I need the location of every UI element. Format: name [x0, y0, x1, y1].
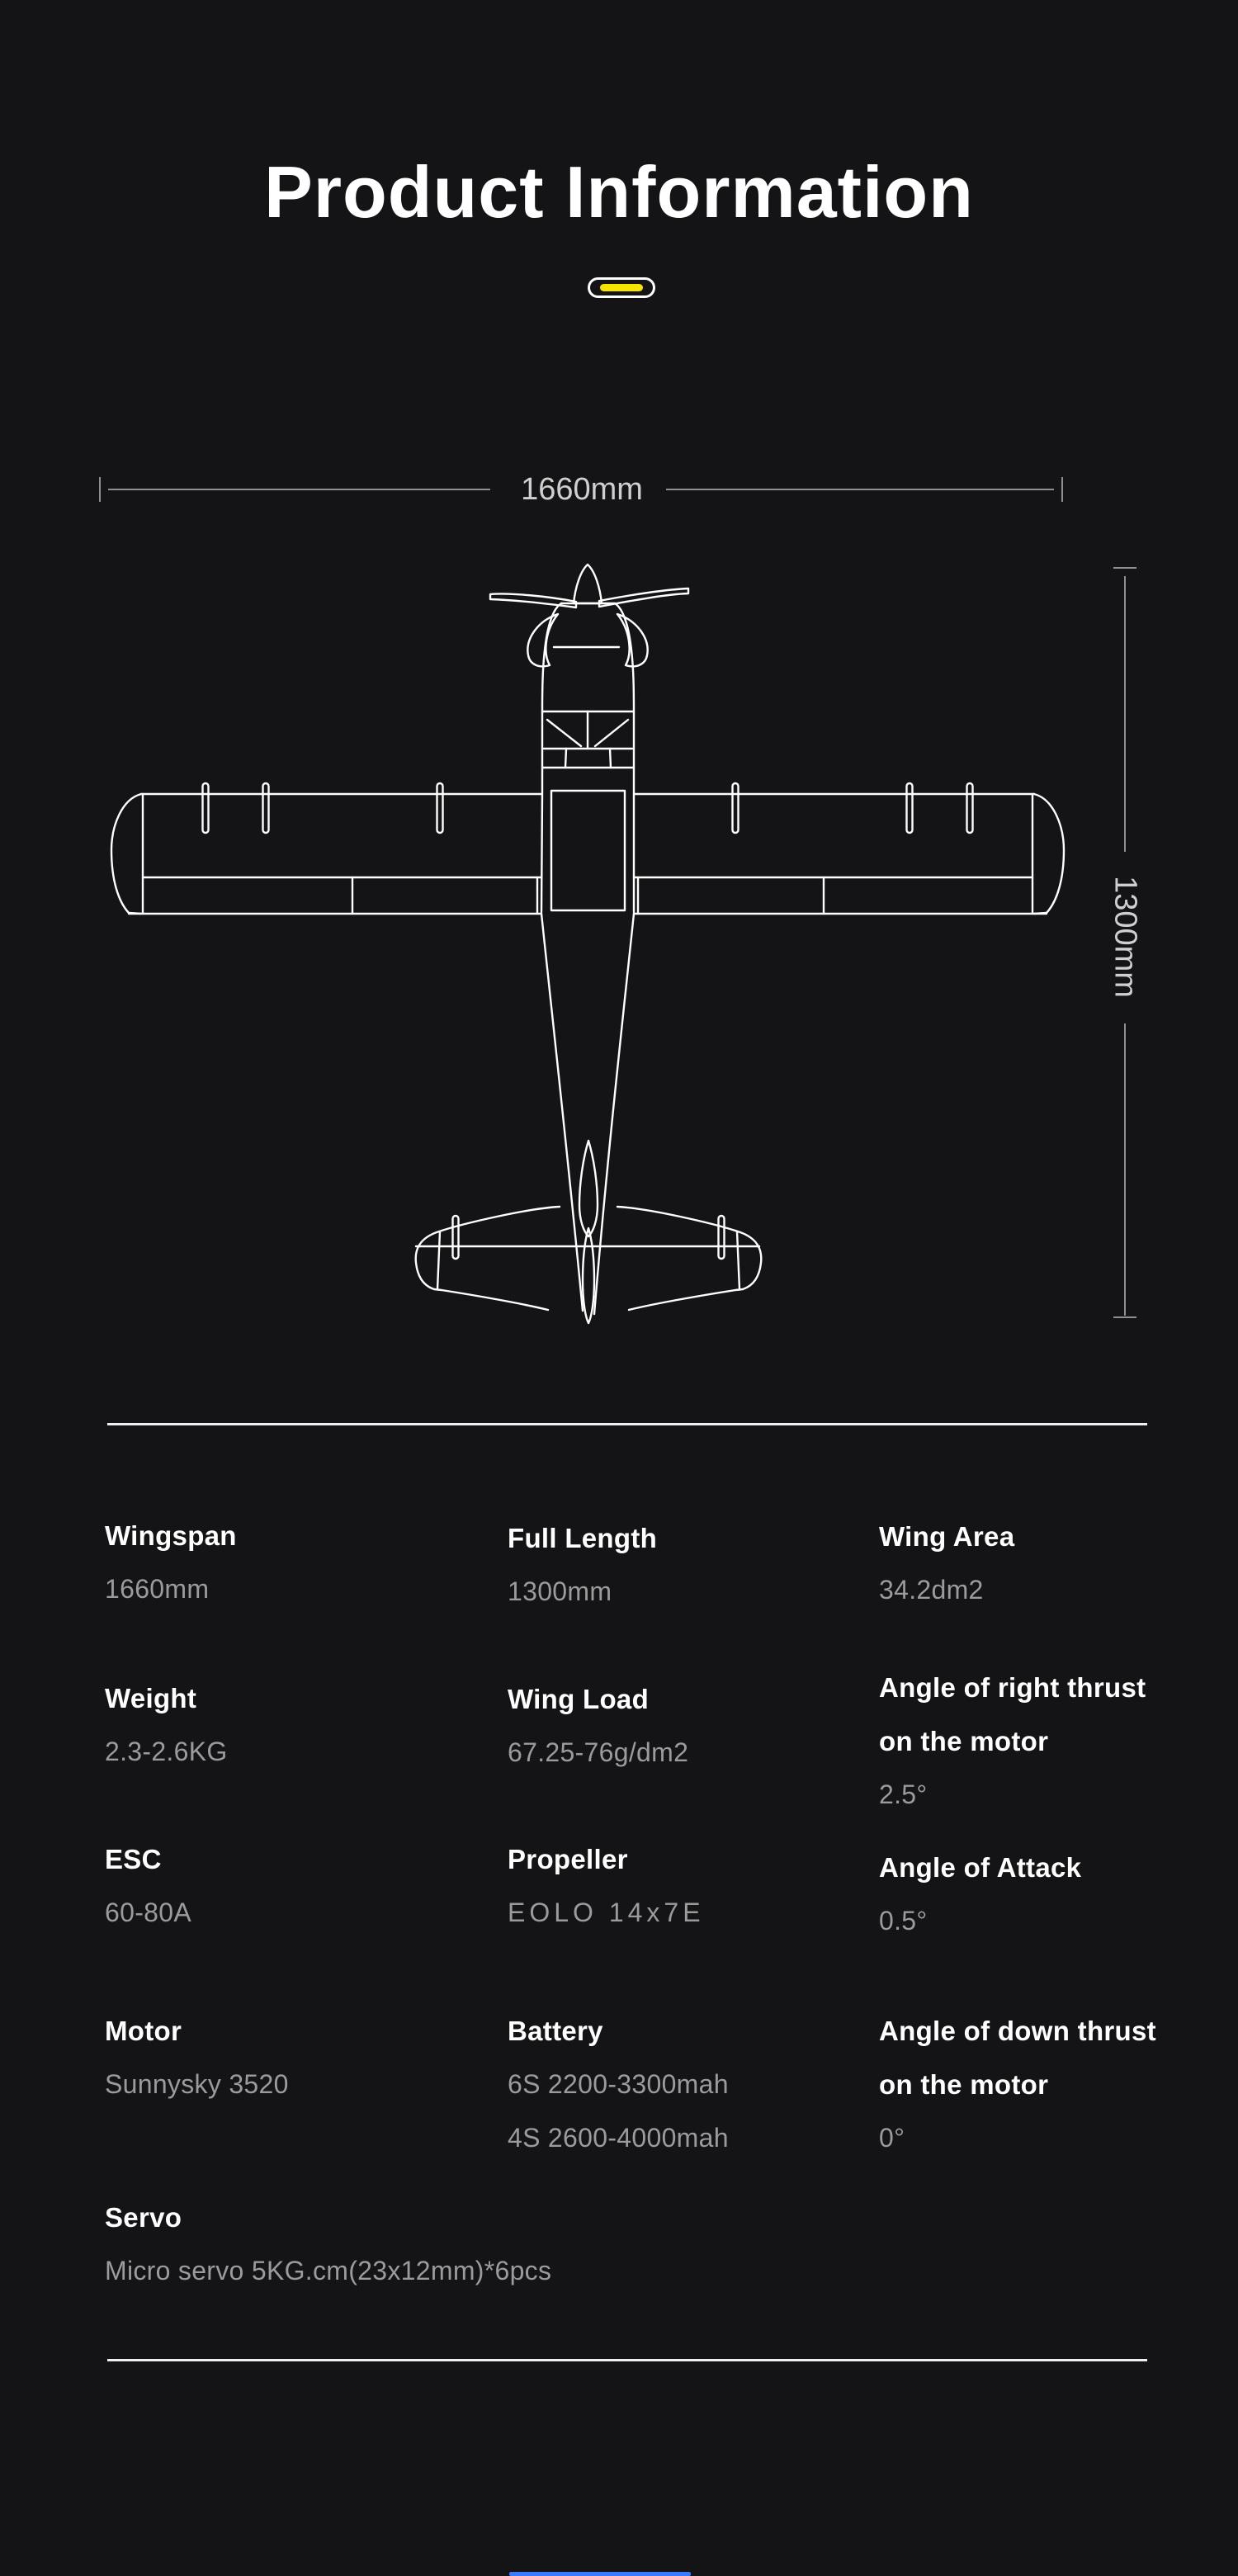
propeller-blade-left — [490, 593, 576, 607]
wing-slot-mark — [437, 783, 443, 833]
spec-label: Weight — [105, 1683, 197, 1713]
length-dim-tick-top — [1113, 567, 1136, 569]
spec-cell-propeller — [508, 1832, 705, 1940]
spec-cell-wing-load — [508, 1672, 688, 1780]
stabilizer-right — [617, 1207, 761, 1310]
spec-label: Motor — [105, 2016, 182, 2046]
spec-label: Angle of Attack — [879, 1852, 1082, 1883]
length-dim-label: 1300mm — [1108, 876, 1143, 998]
stabilizer-left — [416, 1207, 560, 1310]
spec-value: Sunnysky 3520 — [105, 2069, 289, 2099]
aircraft-top-view-drawing — [83, 541, 1089, 1333]
fuselage-hatch — [551, 791, 625, 910]
spec-cell-down-thrust-angle — [879, 2004, 1156, 2165]
spec-cell-servo — [105, 2191, 551, 2298]
spec-cell-esc — [105, 1832, 191, 1940]
spec-label-line2: on the motor — [879, 2069, 1049, 2100]
spec-value: EOLO 14x7E — [508, 1898, 705, 1927]
wingtip-right — [1034, 794, 1064, 914]
spec-label: Angle of right thrust — [879, 1672, 1146, 1703]
spec-value: 60-80A — [105, 1898, 191, 1927]
spec-value: 0.5° — [879, 1906, 928, 1936]
spec-label: Wing Area — [879, 1521, 1015, 1552]
spec-cell-wing-area — [879, 1510, 1014, 1617]
spec-cell-full-length — [508, 1511, 657, 1619]
fin-outline — [579, 1141, 598, 1236]
wingspan-dim-line-left — [108, 489, 490, 490]
spec-label: ESC — [105, 1844, 162, 1874]
spec-label: Servo — [105, 2202, 182, 2233]
tail-slot-mark — [453, 1216, 459, 1259]
cowl-fairing-left — [527, 614, 558, 666]
wing-slot-mark — [733, 783, 739, 833]
spec-label: Angle of down thrust — [879, 2016, 1156, 2046]
spec-cell-wingspan — [105, 1509, 237, 1616]
tail-boom-left — [541, 914, 583, 1311]
spec-value: 0° — [879, 2123, 905, 2153]
title-underline-pill-icon — [588, 277, 655, 298]
divider-top — [107, 1423, 1147, 1425]
spec-cell-motor — [105, 2004, 289, 2111]
rudder-outline — [583, 1228, 594, 1323]
spec-label: Wingspan — [105, 1520, 237, 1551]
spec-value: 2.5° — [879, 1780, 928, 1809]
wingspan-dim-tick-right — [1061, 477, 1063, 502]
spec-value: 2.3-2.6KG — [105, 1737, 228, 1766]
bottom-progress-bar — [509, 2572, 691, 2576]
wing-slot-mark — [263, 783, 269, 833]
spec-value: 1660mm — [105, 1574, 210, 1604]
wing-slot-mark — [967, 783, 973, 833]
spinner-cone — [574, 565, 602, 603]
wing-slot-mark — [203, 783, 209, 833]
spec-value: 67.25-76g/dm2 — [508, 1737, 689, 1767]
length-dim-line-bottom — [1124, 1023, 1126, 1316]
tail-boom-right — [594, 914, 634, 1314]
spec-label: Battery — [508, 2016, 603, 2046]
spec-cell-weight — [105, 1671, 228, 1779]
tail-slot-mark — [719, 1216, 725, 1259]
spec-value: 6S 2200-3300mah — [508, 2069, 729, 2099]
spec-cell-battery — [508, 2004, 729, 2165]
spec-label: Wing Load — [508, 1684, 650, 1714]
wingspan-dim-label: 1660mm — [521, 472, 643, 507]
spec-value: 34.2dm2 — [879, 1575, 984, 1605]
spec-label: Propeller — [508, 1844, 628, 1874]
page-title: Product Information — [264, 151, 974, 233]
spec-value-line2: 4S 2600-4000mah — [508, 2123, 729, 2153]
spec-label-line2: on the motor — [879, 1726, 1049, 1756]
wingtip-left — [111, 794, 141, 914]
wingspan-dim-line-right — [666, 489, 1054, 490]
spec-value: Micro servo 5KG.cm(23x12mm)*6pcs — [105, 2256, 552, 2285]
wingspan-dim-tick-left — [99, 477, 101, 502]
yellow-bar — [600, 284, 643, 291]
wing-slot-mark — [907, 783, 913, 833]
length-dim-tick-bottom — [1113, 1316, 1136, 1318]
spec-cell-angle-of-attack — [879, 1841, 1081, 1948]
spec-cell-right-thrust-angle — [879, 1661, 1146, 1822]
spec-label: Full Length — [508, 1523, 658, 1553]
divider-bottom — [107, 2359, 1147, 2361]
spec-value: 1300mm — [508, 1576, 612, 1606]
length-dim-line-top — [1124, 576, 1126, 852]
